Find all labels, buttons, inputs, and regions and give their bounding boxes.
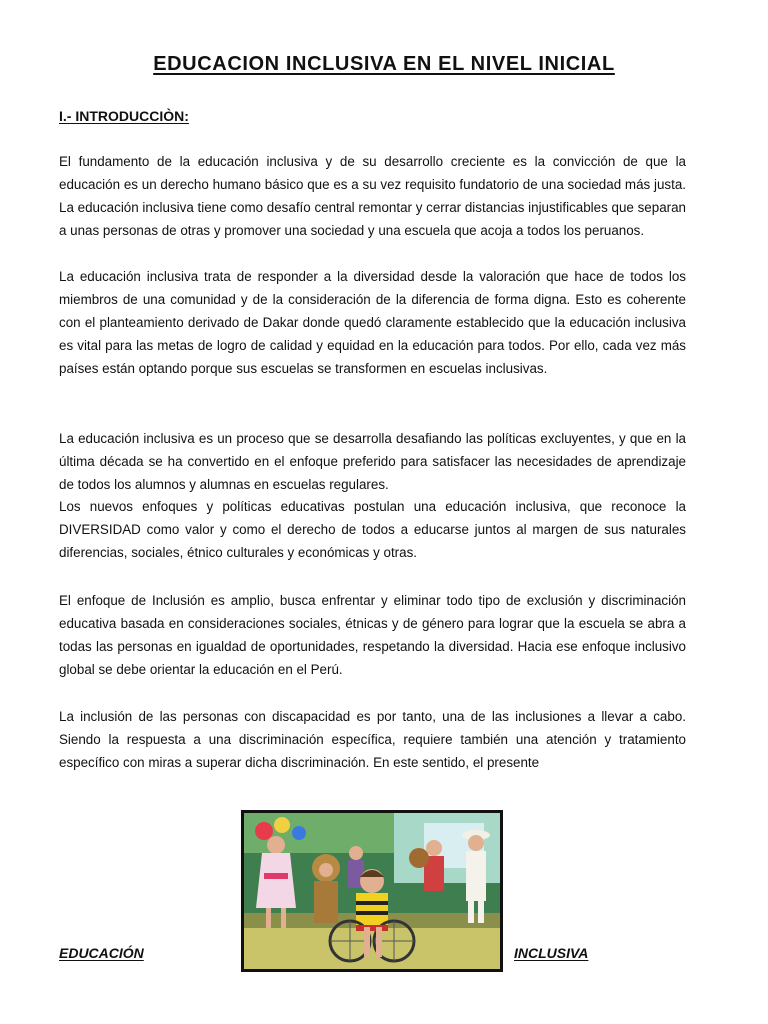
paragraph-proceso: La educación inclusiva es un proceso que se desarrolla desafiando las políticas excluyentes, y que en la última década se ha convertido en el enfoque preferido para satisfacer las necesidades de aprendizaje de todos los alumnos y alumnas en escuelas regulares. bbox=[59, 431, 686, 492]
inclusive-education-photo bbox=[241, 810, 503, 972]
document-title: EDUCACION INCLUSIVA EN EL NIVEL INICIAL bbox=[153, 53, 615, 75]
paragraph-nuevos-enfoques: Los nuevos enfoques y políticas educativas postulan una educación inclusiva, que reconoce la DIVERSIDAD como valor y como el derecho de todos a educarse juntos al margen de sus naturales diferencias, sociales, étnico culturales y económicas y otras. bbox=[59, 499, 686, 560]
section-heading-introduction: I.- INTRODUCCIÒN: bbox=[59, 108, 189, 124]
caption-educacion: EDUCACIÓN bbox=[59, 945, 144, 961]
paragraph-diversidad: La educación inclusiva trata de responder a la diversidad desde la valoración que hace de todos los miembros de una comunidad y de la consideración de la diferencia de forma digna. Esto es coherente con el planteamiento derivado de Dakar donde quedó claramente establecido que la educación inclusiva es vital para las metas de logro de calidad y equidad en la educación para todos. Por ello, cada vez más países están optando porque sus escuelas se transformen en escuelas inclusivas. bbox=[59, 269, 686, 376]
paragraph-fundamento: El fundamento de la educación inclusiva y de su desarrollo creciente es la convicción de que la educación es un derecho humano básico que es a su vez requisito fundatorio de una sociedad más justa. La educación inclusiva tiene como desafío central remontar y cerrar distancias injustificables que separan a unas personas de otras y promover una sociedad y una escuela que acoja a todos los peruanos. bbox=[59, 154, 686, 238]
paragraph-enfoque-inclusion: El enfoque de Inclusión es amplio, busca enfrentar y eliminar todo tipo de exclusión y discriminación educativa basada en consideraciones sociales, étnicas y de género para lograr que la escuela se abra a todas las personas en igualdad de oportunidades, respetando la diversidad. Hacia ese enfoque inclusivo global se debe orientar la educación en el Perú. bbox=[59, 593, 686, 677]
paragraph-discapacidad: La inclusión de las personas con discapacidad es por tanto, una de las inclusiones a llevar a cabo. Siendo la respuesta a una discriminación específica, requiere también una atención y tratamiento específico con miras a superar dicha discriminación. En este sentido, el presente bbox=[59, 709, 686, 770]
classroom-children-illustration bbox=[244, 813, 500, 969]
caption-inclusiva: INCLUSIVA bbox=[514, 945, 589, 961]
